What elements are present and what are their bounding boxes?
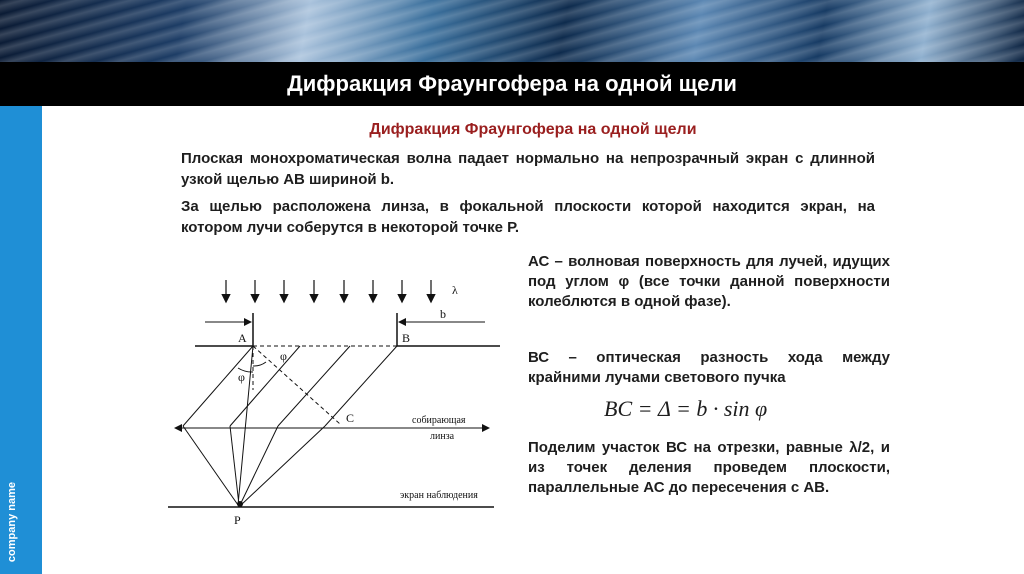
slide-subtitle: Дифракция Фраунгофера на одной щели — [369, 121, 697, 138]
lens-label-1: собирающая — [412, 415, 466, 426]
phi-label-1: φ — [280, 349, 287, 363]
paragraph-divide: Поделим участок ВС на отрезки, равные λ/2, и из точек деления проведем плоскости, параллельные АС до пересечения с АВ. — [528, 439, 890, 496]
lens-label-2: линза — [430, 431, 455, 442]
dashed-lines — [253, 346, 397, 424]
angle-arc-1 — [253, 362, 266, 366]
point-b-label: B — [402, 331, 411, 345]
phi-label-2: φ — [238, 370, 245, 384]
paragraph-bc: ВС – оптическая разность хода между крайними лучами светового пучка — [528, 349, 890, 386]
slide-title: Дифракция Фраунгофера на одной щели — [287, 71, 737, 96]
formula-bc: BC = Δ = b · sin φ — [604, 396, 768, 421]
point-c-label: C — [346, 411, 355, 425]
point-p-label: P — [234, 513, 241, 527]
lambda-label: λ — [452, 283, 458, 297]
screen-label: экран наблюдения — [400, 490, 478, 501]
point-a-label: A — [238, 331, 247, 345]
b-label: b — [440, 307, 446, 321]
paragraph-wave: Плоская монохроматическая волна падает нормально на непрозрачный экран с длинной узкой щелью АВ шириной b. — [181, 150, 875, 188]
rays — [183, 346, 397, 505]
company-name: company name — [6, 481, 18, 562]
paragraph-ac: АС – волновая поверхность для лучей, идущих под углом φ (все точки данной поверхности колеблются в одной фазе). — [528, 253, 890, 310]
paragraph-lens: За щелью расположена линза, в фокальной плоскости которой находится экран, на котором лучи соберутся в некоторой точке Р. — [181, 198, 875, 236]
incident-arrows — [226, 280, 431, 301]
point-p-dot — [237, 501, 243, 507]
